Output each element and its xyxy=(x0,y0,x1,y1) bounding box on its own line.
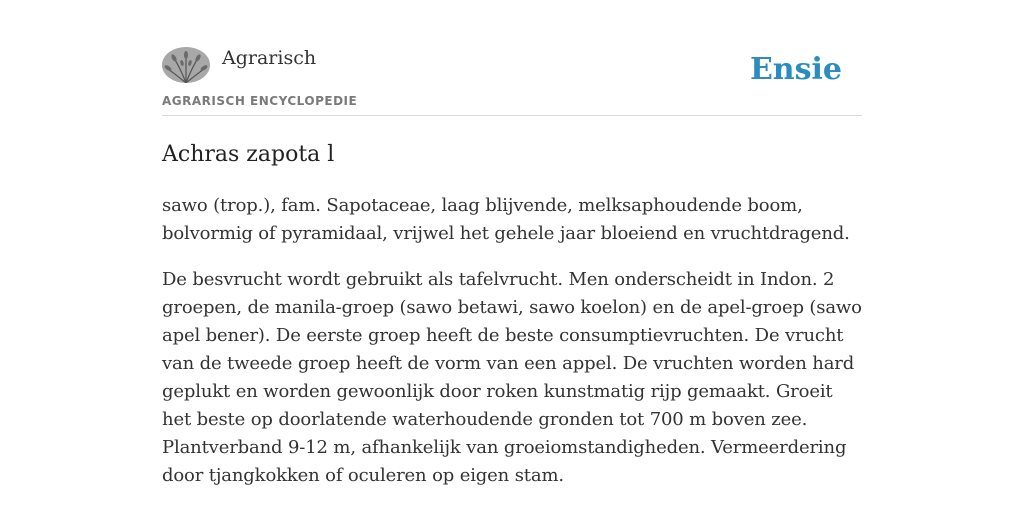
article-paragraph: De besvrucht wordt gebruikt als tafelvrucht. Men onderscheidt in Indon. 2 groepen, de manila-groep (sawo betawi, sawo koelon) en de apel-groep (sawo apel bener). De eerste groep heeft de beste consumptievruchten. De vrucht van de tweede groep heeft de vorm van een appel. De vruchten worden hard geplukt en worden gewoonlijk door roken kunstmatig rijp gemaakt. Groeit het beste op doorlatende waterhoudende gronden tot 700 m boven zee. Plantverband 9-12 m, afhankelijk van groeiomstandigheden. Vermeerdering door tjangkokken of oculeren op eigen stam. xyxy=(162,269,862,486)
ensie-brand-link[interactable]: Ensie xyxy=(749,52,842,87)
site-name[interactable]: Agrarisch xyxy=(222,47,317,69)
page-title: Achras zapota l xyxy=(162,142,335,167)
article-paragraph: sawo (trop.), fam. Sapotaceae, laag blijvende, melksaphoudende boom, bolvormig of pyramidaal, vrijwel het gehele jaar bloeiend en vruchtdragend. xyxy=(162,195,850,244)
article xyxy=(162,140,862,490)
wheat-logo-icon[interactable] xyxy=(162,47,210,83)
header xyxy=(162,44,862,116)
site-subtitle: AGRARISCH ENCYCLOPEDIE xyxy=(162,94,358,108)
